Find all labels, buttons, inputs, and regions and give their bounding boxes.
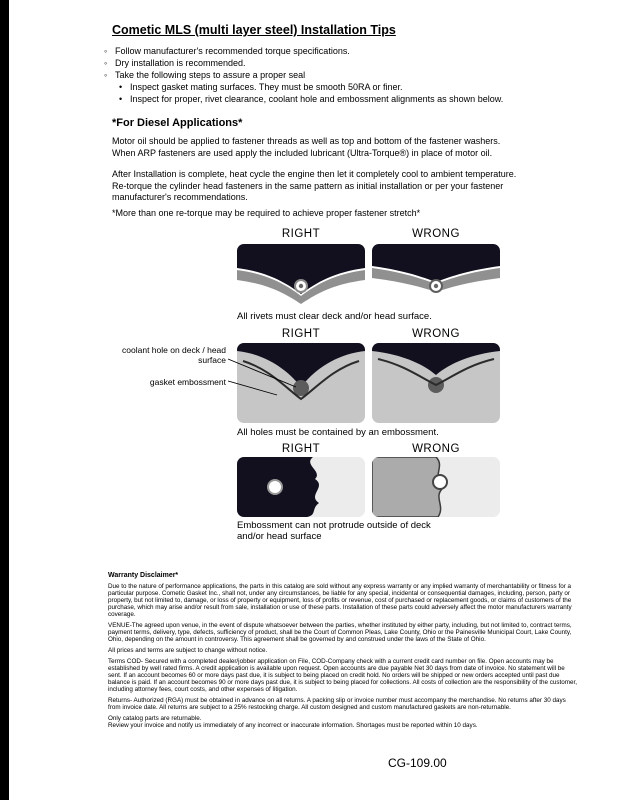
diagram-embossment-right (237, 343, 365, 423)
tip-text: Inspect gasket mating surfaces. They must be smooth 50RA or finer. (130, 82, 403, 92)
tip-text: Dry installation is recommended. (115, 58, 246, 68)
diesel-paragraph-2: After Installation is complete, heat cycle the engine then let it completely cool to ambient temperature. Re-torque the cylinder head fasteners in the same pattern as initial installation or per your fastener manufacturer's recommendations. (112, 169, 517, 202)
page-number: CG-109.00 (388, 756, 447, 770)
list-item (104, 57, 524, 69)
diagram-caption-rivets: All rivets must clear deck and/or head surface. (237, 311, 432, 322)
list-item (104, 69, 524, 81)
bullet-filled-icon: • (119, 94, 123, 104)
wrong-label: WRONG (412, 443, 460, 455)
protrusion-right-drawing (237, 457, 365, 517)
diesel-heading: *For Diesel Applications* (112, 117, 243, 129)
diagram-rivet-right (237, 244, 365, 306)
tip-text: Take the following steps to assure a proper seal (115, 70, 306, 80)
bullet-filled-icon: • (119, 82, 123, 92)
coolant-hole-label: coolant hole on deck / head surface (122, 345, 226, 365)
disclaimer-paragraph: Review your invoice and notify us immediately of any incorrect or inaccurate information. Shortages must be reported within 10 days. (108, 722, 478, 729)
list-item (104, 45, 524, 57)
diagram-rivet-wrong (372, 244, 500, 306)
disclaimer-paragraph: Returns- Authorized (RGA) must be obtained in advance on all returns. A packing slip or invoice number must accompany the merchandise. No returns after 30 days from invoice date. All returns are subject to a 25% restocking charge. All custom designed and custom manufactured gaskets are non-returnable. (108, 697, 566, 711)
disclaimer-paragraph: Due to the nature of performance applications, the parts in this catalog are sold without any express warranty or any implied warranty of merchantability or fitness for a particular purpose. Cometic Gasket Inc., shall not, under any circumstances, be liable for any special, incidental or consequential damages, including, person, party or property, but not limited to, damage, or loss of property or equipment, loss of profits or revenue, cost of purchased or replacement goods, or claims of customers of the purchase, which may arise and/or result from sale, installation or use of these parts. Installation of these parts could adversely affect the motor manufacturers warranty coverage. (108, 583, 572, 618)
bullet-open-icon: ◦ (104, 58, 108, 68)
wrong-label: WRONG (412, 328, 460, 340)
rivet-right-drawing (237, 244, 365, 306)
bullet-open-icon: ◦ (104, 70, 108, 80)
disclaimer-paragraph: Terms COD- Secured with a completed dealer/jobber application on File, COD-Company check with a current credit card number on file. Open accounts may be established by well rated firms. A credit application is available upon request. Open accounts are due payable Net 30 days from date of invoice. No statement will be sent. If an account becomes 60 or more days past due, it is subject to being placed on credit hold. No orders will be shipped or new orders accepted until past due balance is paid. If an account becomes 90 or more days past due, it is subject to being placed for collections. All costs of collection are the responsibility of the customer, including attorney fees, court costs, and other expenses of litigation. (108, 658, 578, 693)
page-left-border (0, 0, 9, 800)
diagram-embossment-wrong (372, 343, 500, 423)
right-label: RIGHT (281, 443, 321, 455)
diagram-protrusion-right (237, 457, 365, 517)
list-item (119, 93, 524, 105)
retorque-note: *More than one re-torque may be required to achieve proper fastener stretch* (112, 208, 421, 218)
diesel-paragraph-1: Motor oil should be applied to fastener threads as well as top and bottom of the fastener washers. When ARP fasteners are used apply the included lubricant (Ultra-Torque®) in place of motor oil. (112, 136, 501, 158)
protrusion-wrong-drawing (372, 457, 500, 517)
tip-text: Inspect for proper, rivet clearance, coolant hole and embossment alignments as shown below. (130, 94, 504, 104)
disclaimer-paragraph: Only catalog parts are returnable. (108, 715, 202, 722)
bullet-open-icon: ◦ (104, 46, 108, 56)
diagram-caption-protrusion: Embossment can not protrude outside of deck and/or head surface (237, 520, 431, 542)
page-title: Cometic MLS (multi layer steel) Installation Tips (112, 23, 396, 37)
embossment-right-drawing (237, 343, 365, 423)
diagram-caption-holes: All holes must be contained by an embossment. (237, 427, 439, 438)
rivet-wrong-drawing (372, 244, 500, 306)
list-item (119, 81, 524, 93)
tip-text: Follow manufacturer's recommended torque specifications. (115, 46, 350, 56)
disclaimer-heading: Warranty Disclaimer* (108, 572, 179, 579)
diagram-protrusion-wrong (372, 457, 500, 517)
right-label: RIGHT (281, 228, 321, 240)
disclaimer-paragraph: All prices and terms are subject to change without notice. (108, 647, 268, 654)
wrong-label: WRONG (412, 228, 460, 240)
tips-list (104, 45, 524, 105)
warranty-disclaimer (108, 572, 580, 733)
disclaimer-paragraph: VENUE-The agreed upon venue, in the event of dispute whatsoever between the parties, whether instituted by either party, including, but not limited to, contract terms, payment terms, delivery, type, defects, sufficiency of product, shall be the Court of Common Pleas, Lake County, Ohio or the Painesville Municipal Court, Lake County, Ohio, depending on the amount in controversy. This agreement shall be governed by and construed under the laws of the State of Ohio. (108, 622, 572, 643)
gasket-embossment-label: gasket embossment (149, 377, 226, 387)
embossment-wrong-drawing (372, 343, 500, 423)
right-label: RIGHT (281, 328, 321, 340)
